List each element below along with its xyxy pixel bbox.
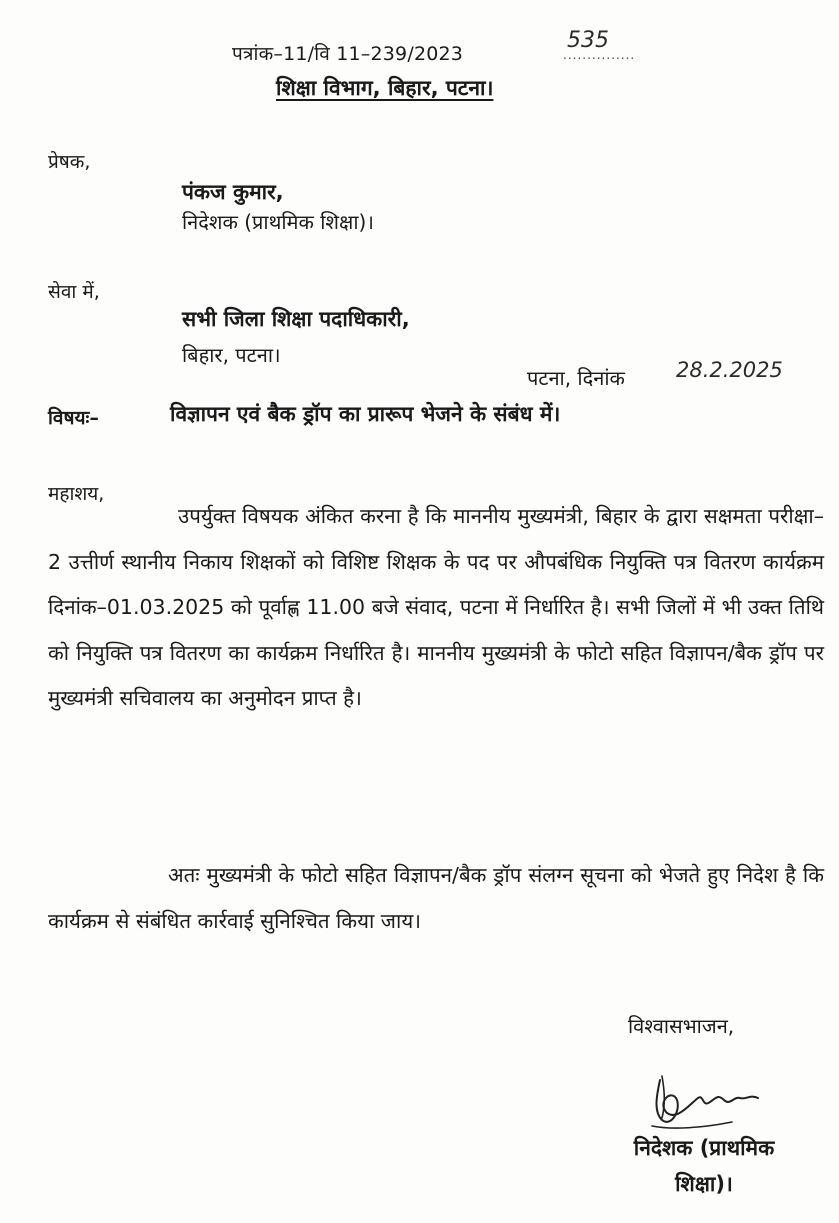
recipient-label: सेवा में, (48, 281, 100, 303)
recipient-name: सभी जिला शिक्षा पदाधिकारी, (182, 307, 410, 331)
subject-label: विषयः– (48, 407, 99, 429)
body-paragraph-2: अतः मुख्यमंत्री के फोटो सहित विज्ञापन/बैक ड्रॉप संलग्न सूचना को भेजते हुए निदेश है कि कार्यक्रम से संबंधित कार्रवाई सुनिश्चित किया जाय। (48, 863, 824, 933)
sender-label: प्रेषक, (48, 151, 91, 173)
signatory-designation-line-2: शिक्षा)। (675, 1172, 733, 1196)
dotted-underline: ............... (563, 48, 636, 62)
signature-image (632, 1068, 782, 1138)
reference-number: पत्रांक–11/वि 11–239/2023 (232, 43, 464, 65)
handwritten-date: 28.2.2025 (676, 358, 783, 382)
department-heading: शिक्षा विभाग, बिहार, पटना। (276, 76, 494, 100)
date-label: पटना, दिनांक (527, 366, 625, 390)
sender-designation: निदेशक (प्राथमिक शिक्षा)। (182, 210, 374, 234)
closing-phrase: विश्वासभाजन, (628, 1014, 735, 1038)
subject-text: विज्ञापन एवं बैक ड्रॉप का प्रारूप भेजने के संबंध में। (170, 402, 561, 426)
recipient-place: बिहार, पटना। (182, 343, 281, 367)
salutation: महाशय, (48, 483, 105, 505)
handwritten-dispatch-number: 535 (567, 28, 609, 53)
sender-name: पंकज कुमार, (182, 180, 284, 204)
signatory-designation (594, 1130, 814, 1202)
signatory-designation-line-1: निदेशक (प्राथमिक (633, 1136, 775, 1160)
body-paragraph-1: उपर्युक्त विषयक अंकित करना है कि माननीय मुख्यमंत्री, बिहार के द्वारा सक्षमता परीक्षा–2 उत्तीर्ण स्थानीय निकाय शिक्षकों को विशिष्ट शिक्षक के पद पर औपबंधिक नियुक्ति पत्र वितरण कार्यक्रम दिनांक–01.03.2025 को पूर्वाह्ण 11.00 बजे संवाद, पटना में निर्धारित है। सभी जिलों में भी उक्त तिथि को नियुक्ति पत्र वितरण का कार्यक्रम निर्धारित है। माननीय मुख्यमंत्री के फोटो सहित विज्ञापन/बैक ड्रॉप पर मुख्यमंत्री सचिवालय का अनुमोदन प्राप्त है। (48, 504, 824, 710)
